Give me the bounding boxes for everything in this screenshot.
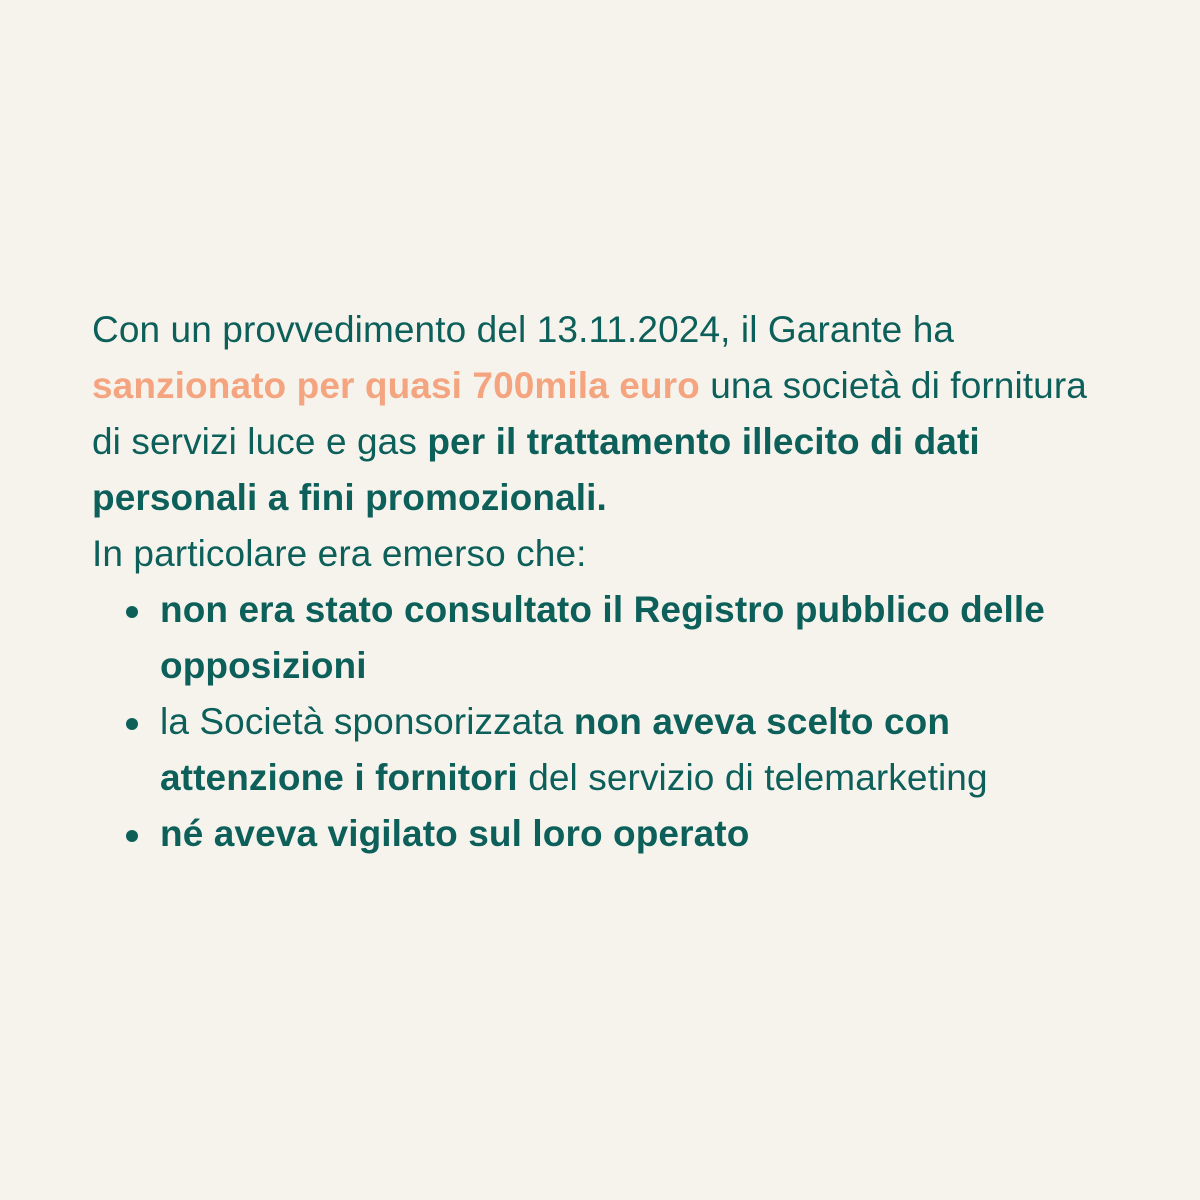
- intro-text-1: Con un provvedimento del 13.11.2024, il Garante ha: [92, 309, 955, 350]
- bullet-2-bold: non aveva scelto con attenzione i fornitori: [160, 701, 951, 798]
- bullet-3-bold: né aveva vigilato sul loro operato: [160, 813, 750, 854]
- bullet-dot-icon: [126, 606, 138, 618]
- list-item: [92, 694, 1122, 806]
- bullets-intro: In particolare era emerso che:: [92, 533, 587, 574]
- list-item: [92, 582, 1122, 694]
- intro-text-2: una società di fornitura di servizi luce e gas: [92, 365, 1087, 462]
- bullet-dot-icon: [126, 830, 138, 842]
- bullet-dot-icon: [126, 718, 138, 730]
- bullet-list: [92, 582, 1122, 862]
- bullet-1-bold: non era stato consultato il Registro pubblico delle opposizioni: [160, 589, 1045, 686]
- bullet-2-text-1: la Società sponsorizzata: [160, 701, 574, 742]
- post-content: [92, 302, 1122, 862]
- bullet-2-text-2: del servizio di telemarketing: [517, 757, 988, 798]
- intro-paragraph: [92, 302, 1122, 526]
- intro-bold-text: per il trattamento illecito di dati personali a fini promozionali.: [92, 421, 980, 518]
- fine-highlight: sanzionato per quasi 700mila euro: [92, 365, 700, 406]
- list-item: [92, 806, 1122, 862]
